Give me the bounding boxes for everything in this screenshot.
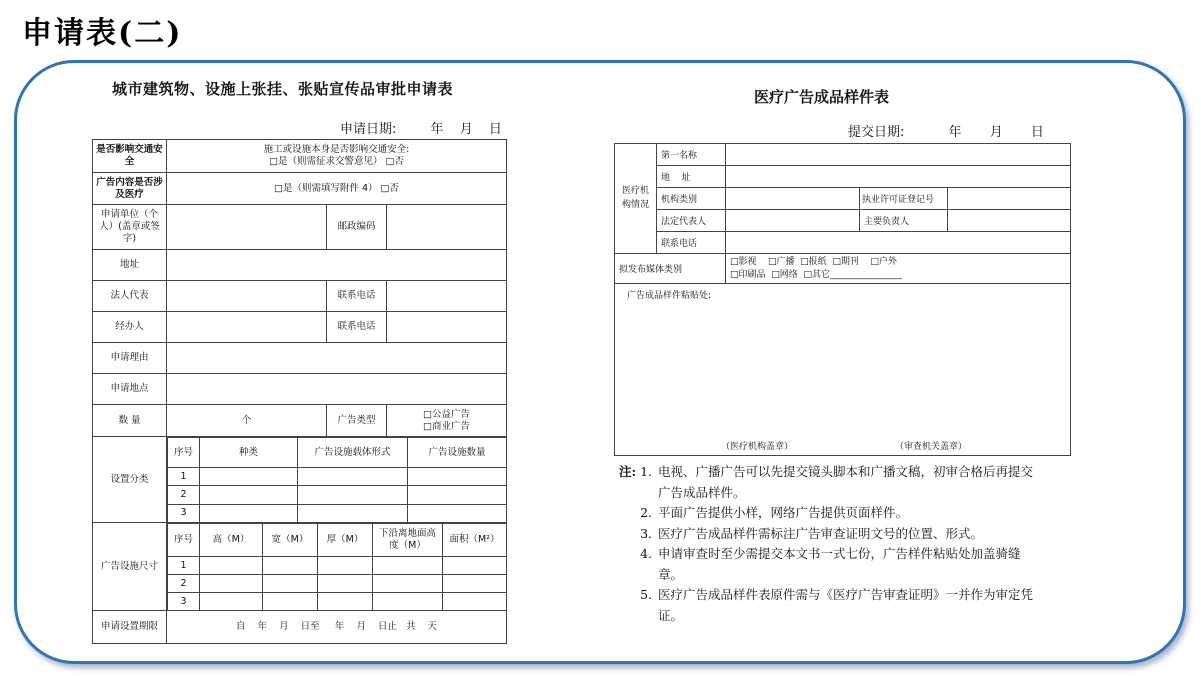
- handler-label: 经办人: [93, 312, 167, 343]
- table-row: [168, 575, 507, 593]
- table-row: [168, 468, 507, 486]
- table-row: [93, 205, 507, 250]
- table-row: [615, 284, 1071, 456]
- setup-header-count: 广告设施数量: [408, 438, 507, 468]
- quantity-label: 数 量: [93, 405, 167, 437]
- size-header-no: 序号: [168, 524, 200, 557]
- size-cell[interactable]: [318, 575, 373, 593]
- ad-type-public[interactable]: □公益广告: [423, 408, 470, 420]
- table-row: [93, 523, 507, 611]
- applicant-value[interactable]: [167, 205, 327, 250]
- size-cell[interactable]: [200, 557, 263, 575]
- license-label: 执业许可证登记号: [860, 188, 948, 210]
- left-form-date: [340, 118, 502, 137]
- size-cell[interactable]: [200, 575, 263, 593]
- phone-label-2: 联系电话: [327, 312, 387, 343]
- note-text: 电视、广播广告可以先提交镜头脚本和广播文稿，初审合格后再提交广告成品样件。: [658, 464, 1034, 500]
- note-item: [614, 544, 1034, 585]
- applicant-label: 申请单位（个人）(盖章或签字): [93, 205, 167, 250]
- setup-row-no: 2: [168, 486, 200, 504]
- media-line-1[interactable]: □影视 □广播 □报纸 □期刊 □户外: [730, 256, 897, 267]
- org-address-value[interactable]: [726, 166, 1071, 188]
- table-row: [615, 188, 1071, 210]
- setup-cell[interactable]: [298, 486, 408, 504]
- table-row: [615, 144, 1071, 166]
- size-header-width: 宽（M）: [263, 524, 318, 557]
- page-title: 申请表(二): [22, 16, 183, 51]
- size-cell[interactable]: [318, 593, 373, 610]
- note-text: 医疗广告成品样件表原件需与《医疗广告审查证明》一并作为审定凭证。: [658, 587, 1034, 623]
- org-type-value[interactable]: [726, 188, 860, 210]
- quantity-value[interactable]: 个: [167, 405, 327, 437]
- note-text: 医疗广告成品样件需标注广告审查证明文号的位置、形式。: [658, 525, 984, 541]
- size-row-no: 2: [168, 575, 200, 593]
- notes-list: [614, 462, 1034, 626]
- size-cell[interactable]: [373, 593, 443, 610]
- note-num: 1.: [640, 464, 652, 479]
- reason-label: 申请理由: [93, 343, 167, 374]
- table-row: [615, 254, 1071, 284]
- org-legal-rep-value[interactable]: [726, 210, 860, 232]
- table-row: [93, 173, 507, 205]
- legal-rep-label: 法人代表: [93, 281, 167, 312]
- media-line-2[interactable]: □印刷品 □网络 □其它________________: [730, 269, 902, 280]
- phone-value-2[interactable]: [387, 312, 507, 343]
- table-row: [93, 611, 507, 644]
- table-row: [168, 557, 507, 575]
- table-row: [93, 312, 507, 343]
- left-date-day: 日: [488, 122, 502, 137]
- size-row-no: 3: [168, 593, 200, 610]
- size-cell[interactable]: [443, 557, 507, 575]
- size-cell[interactable]: [373, 557, 443, 575]
- setup-cell[interactable]: [200, 504, 298, 522]
- setup-cell[interactable]: [298, 504, 408, 522]
- size-header-thickness: 厚（M）: [318, 524, 373, 557]
- table-row: [93, 281, 507, 312]
- reason-value[interactable]: [167, 343, 507, 374]
- table-row: [615, 210, 1071, 232]
- size-cell[interactable]: [200, 593, 263, 610]
- setup-grid-cell: [167, 437, 507, 523]
- medical-ad-sample-table: [614, 143, 1071, 456]
- size-header-height: 高（M）: [200, 524, 263, 557]
- sample-label: 广告成品样件粘贴处:: [627, 291, 712, 301]
- postcode-value[interactable]: [387, 205, 507, 250]
- table-row: [615, 232, 1071, 254]
- size-cell[interactable]: [263, 557, 318, 575]
- traffic-label: 是否影响交通安全: [93, 140, 167, 173]
- table-row: [93, 250, 507, 281]
- address-value[interactable]: [167, 250, 507, 281]
- left-date-label: 申请日期:: [340, 122, 397, 137]
- table-row: [168, 438, 507, 468]
- note-item: [614, 585, 1034, 626]
- right-date-month: 月: [989, 125, 1003, 140]
- right-form-date: [848, 121, 1044, 140]
- approval-form-table: [92, 139, 507, 644]
- setup-header-form: 广告设施载体形式: [298, 438, 408, 468]
- note-item: [614, 524, 1034, 545]
- size-header-area: 面积（M²）: [443, 524, 507, 557]
- legal-rep-value[interactable]: [167, 281, 327, 312]
- notes-lead: 注:: [618, 464, 637, 479]
- ad-type-commercial[interactable]: □商业广告: [423, 420, 470, 432]
- org-address-label: 地 址: [657, 166, 726, 188]
- size-cell[interactable]: [443, 593, 507, 610]
- left-date-month: 月: [459, 122, 473, 137]
- setup-row-no: 1: [168, 468, 200, 486]
- table-row: [615, 166, 1071, 188]
- media-label: 拟发布媒体类别: [615, 254, 726, 284]
- table-row: [168, 524, 507, 557]
- principal-value[interactable]: [948, 210, 1071, 232]
- ad-type-label: 广告类型: [327, 405, 387, 437]
- size-grid-cell: [167, 523, 507, 611]
- org-type-label: 机构类别: [657, 188, 726, 210]
- org-phone-label: 联系电话: [657, 232, 726, 254]
- table-row: [93, 343, 507, 374]
- first-name-value[interactable]: [726, 144, 1071, 166]
- location-label: 申请地点: [93, 374, 167, 405]
- license-value[interactable]: [948, 188, 1071, 210]
- period-label: 申请设置期限: [93, 611, 167, 644]
- size-label: 广告设施尺寸: [93, 523, 167, 611]
- left-form-title: 城市建筑物、设施上张挂、张贴宣传品审批申请表: [112, 80, 454, 98]
- setup-grid: [167, 437, 506, 522]
- setup-cell[interactable]: [408, 468, 507, 486]
- ad-type-options[interactable]: [387, 405, 507, 437]
- table-row: [168, 486, 507, 504]
- size-cell[interactable]: [318, 557, 373, 575]
- size-cell[interactable]: [373, 575, 443, 593]
- postcode-label: 邮政编码: [327, 205, 387, 250]
- traffic-cell[interactable]: [167, 140, 507, 173]
- period-value[interactable]: 自 年 月 日至 年 月 日止 共 天: [167, 611, 507, 644]
- setup-cell[interactable]: [200, 486, 298, 504]
- setup-header-kind: 种类: [200, 438, 298, 468]
- first-name-label: 第一名称: [657, 144, 726, 166]
- right-date-year: 年: [948, 125, 962, 140]
- note-num: 5.: [640, 587, 652, 602]
- note-text: 申请审查时至少需提交本文书一式七份，广告样件粘贴处加盖骑缝章。: [658, 546, 1021, 582]
- address-label: 地址: [93, 250, 167, 281]
- setup-label: 设置分类: [93, 437, 167, 523]
- setup-row-no: 3: [168, 504, 200, 522]
- phone-value-1[interactable]: [387, 281, 507, 312]
- table-row: [93, 374, 507, 405]
- right-date-label: 提交日期:: [848, 125, 905, 140]
- left-date-year: 年: [430, 122, 444, 137]
- size-cell[interactable]: [443, 575, 507, 593]
- principal-label: 主要负责人: [860, 210, 948, 232]
- stamp-org: （医疗机构盖章）: [721, 442, 794, 452]
- setup-header-no: 序号: [168, 438, 200, 468]
- setup-cell[interactable]: [298, 468, 408, 486]
- size-cell[interactable]: [263, 593, 318, 610]
- note-item: [614, 503, 1034, 524]
- note-item: [614, 462, 1034, 503]
- size-cell[interactable]: [263, 575, 318, 593]
- right-form-title: 医疗广告成品样件表: [754, 88, 890, 106]
- size-header-clearance: 下沿离地面高度（M）: [373, 524, 443, 557]
- org-legal-rep-label: 法定代表人: [657, 210, 726, 232]
- note-num: 2.: [640, 505, 652, 520]
- table-row: [93, 140, 507, 173]
- size-row-no: 1: [168, 557, 200, 575]
- phone-label-1: 联系电话: [327, 281, 387, 312]
- note-text: 平面广告提供小样，网络广告提供页面样件。: [658, 505, 909, 520]
- setup-cell[interactable]: [408, 486, 507, 504]
- right-date-day: 日: [1030, 125, 1044, 140]
- medical-options[interactable]: □是（则需填写附件 4） □否: [167, 173, 507, 205]
- sample-paste-area[interactable]: [615, 284, 1071, 456]
- medical-label: 广告内容是否涉及医疗: [93, 173, 167, 205]
- location-value[interactable]: [167, 374, 507, 405]
- note-num: 4.: [640, 546, 652, 561]
- table-row: [168, 504, 507, 522]
- table-row: [168, 593, 507, 610]
- traffic-question: 施工或设施本身是否影响交通安全:: [263, 144, 410, 156]
- stamp-review: （审查机关盖章）: [895, 442, 968, 452]
- media-options[interactable]: [726, 254, 1071, 284]
- setup-cell[interactable]: [408, 504, 507, 522]
- handler-value[interactable]: [167, 312, 327, 343]
- note-num: 3.: [640, 525, 652, 541]
- org-phone-value[interactable]: [726, 232, 1071, 254]
- table-row: [93, 405, 507, 437]
- table-row: [93, 437, 507, 523]
- setup-cell[interactable]: [200, 468, 298, 486]
- traffic-options: □是（则需征求交警意见） □否: [269, 156, 404, 167]
- org-label: 医疗机构情况: [615, 144, 657, 254]
- size-grid: [167, 523, 506, 610]
